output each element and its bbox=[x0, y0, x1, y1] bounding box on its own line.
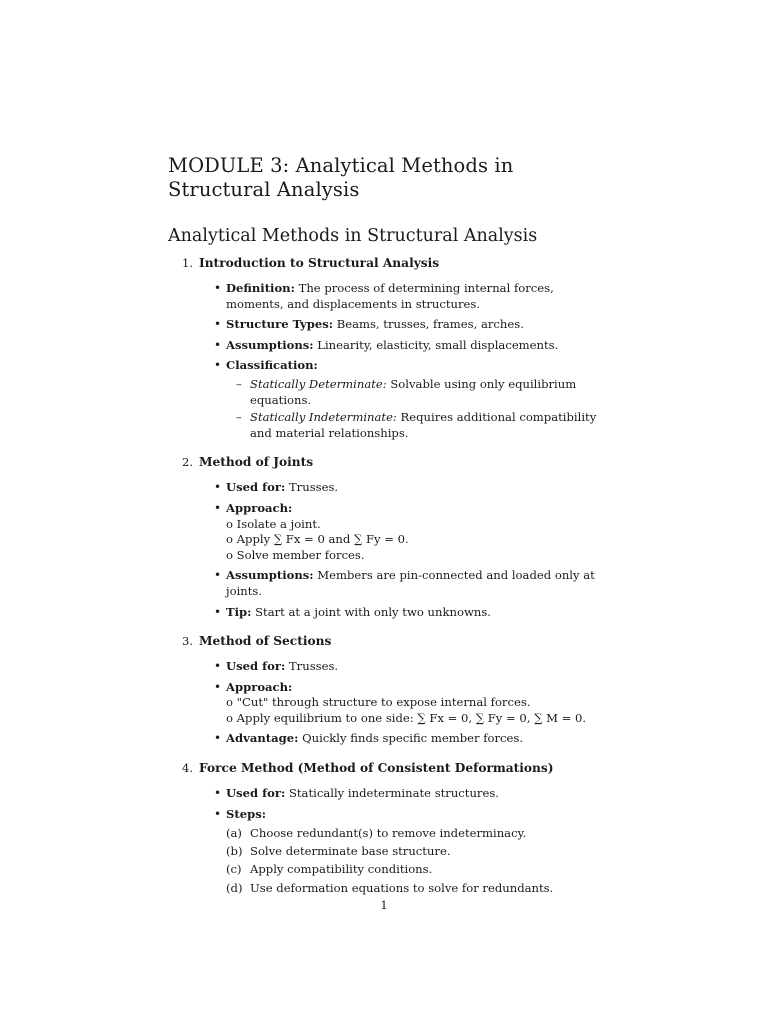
approach-line: o "Cut" through structure to expose internal forces. bbox=[226, 695, 531, 710]
bullet-text: The process of determining internal forces, moments, and displacements in structures. bbox=[226, 281, 554, 311]
topic-title: Method of Sections bbox=[199, 634, 332, 649]
bullet-text: Quickly finds specific member forces. bbox=[298, 731, 524, 746]
topic-item bbox=[168, 633, 603, 747]
bullet-item bbox=[168, 317, 603, 333]
bullet-item bbox=[168, 807, 603, 896]
document-page bbox=[168, 154, 603, 909]
classification-list bbox=[226, 377, 603, 441]
topic-title: Method of Joints bbox=[199, 455, 314, 470]
bullet-text: Statically indeterminate structures. bbox=[285, 786, 499, 801]
bullet-item bbox=[168, 480, 603, 496]
bullet-text: Linearity, elasticity, small displacements. bbox=[313, 337, 559, 352]
bullet-label: Approach: bbox=[226, 679, 293, 694]
topic-number: 4. bbox=[182, 761, 193, 776]
bullet-item bbox=[168, 680, 603, 727]
step-item bbox=[226, 881, 603, 897]
step-letter: (a) bbox=[226, 826, 242, 841]
bullet-label: Used for: bbox=[226, 480, 286, 495]
topic-number: 3. bbox=[182, 634, 193, 649]
bullet-label: Steps: bbox=[226, 806, 267, 821]
bullet-text: Trusses. bbox=[285, 480, 339, 495]
section-title: Analytical Methods in Structural Analysis bbox=[168, 226, 538, 246]
bullet-text: Members are pin-connected and loaded only at joints. bbox=[226, 568, 595, 598]
bullet-item bbox=[168, 786, 603, 802]
bullet-item bbox=[168, 338, 603, 354]
topic-item bbox=[168, 255, 603, 441]
bullet-label: Classification: bbox=[226, 358, 318, 373]
step-item bbox=[226, 844, 603, 860]
bullet-item bbox=[168, 731, 603, 747]
bullet-text: Trusses. bbox=[285, 659, 339, 674]
classification-text: Solvable using only equilibrium equations. bbox=[250, 376, 577, 407]
module-title: MODULE 3: Analytical Methods in Structural Analysis bbox=[168, 154, 514, 201]
bullet-label: Used for: bbox=[226, 659, 286, 674]
steps-list bbox=[226, 826, 603, 896]
bullet-text: Start at a joint with only two unknowns. bbox=[251, 604, 491, 619]
topic-heading bbox=[168, 255, 603, 271]
topic-item bbox=[168, 760, 603, 896]
topic-heading bbox=[168, 760, 603, 776]
bullet-list bbox=[168, 786, 603, 896]
step-text: Solve determinate base structure. bbox=[250, 844, 451, 859]
topic-list bbox=[168, 255, 603, 896]
topic-title: Force Method (Method of Consistent Deformations) bbox=[199, 761, 554, 776]
step-item bbox=[226, 826, 603, 842]
bullet-item bbox=[168, 659, 603, 675]
topic-heading bbox=[168, 454, 603, 470]
classification-text: Requires additional compatibility and material relationships. bbox=[250, 410, 597, 440]
topic-number: 1. bbox=[182, 256, 193, 270]
bullet-label: Advantage: bbox=[226, 731, 299, 746]
bullet-label: Definition: bbox=[226, 281, 295, 295]
topic-number: 2. bbox=[182, 455, 193, 470]
bullet-label: Assumptions: bbox=[226, 337, 314, 352]
step-text: Choose redundant(s) to remove indeterminacy. bbox=[250, 826, 527, 841]
bullet-item bbox=[168, 281, 603, 312]
bullet-list bbox=[168, 659, 603, 747]
bullet-label: Tip: bbox=[226, 604, 252, 619]
classification-item bbox=[226, 377, 603, 408]
step-letter: (b) bbox=[226, 844, 243, 859]
topic-item bbox=[168, 454, 603, 620]
classification-item bbox=[226, 410, 603, 441]
bullet-label: Structure Types: bbox=[226, 317, 334, 332]
approach-line: o Solve member forces. bbox=[226, 547, 365, 562]
classification-term: Statically Determinate: bbox=[250, 376, 387, 391]
bullet-list bbox=[168, 480, 603, 620]
bullet-item bbox=[168, 605, 603, 621]
topic-heading bbox=[168, 633, 603, 649]
classification-term: Statically Indeterminate: bbox=[250, 410, 397, 425]
bullet-list bbox=[168, 281, 603, 441]
topic-title: Introduction to Structural Analysis bbox=[199, 256, 440, 270]
step-text: Apply compatibility conditions. bbox=[250, 862, 433, 877]
approach-line: o Isolate a joint. bbox=[226, 516, 321, 531]
step-letter: (c) bbox=[226, 862, 242, 877]
bullet-label: Assumptions: bbox=[226, 568, 314, 583]
step-letter: (d) bbox=[226, 880, 243, 895]
bullet-item bbox=[168, 358, 603, 441]
bullet-text: Beams, trusses, frames, arches. bbox=[333, 317, 524, 332]
approach-line: o Apply equilibrium to one side: ∑ Fx = 0, ∑ Fy = 0, ∑ M = 0. bbox=[226, 710, 587, 725]
approach-line: o Apply ∑ Fx = 0 and ∑ Fy = 0. bbox=[226, 532, 409, 547]
page-number: 1 bbox=[380, 898, 388, 912]
bullet-label: Used for: bbox=[226, 786, 286, 801]
bullet-item bbox=[168, 568, 603, 599]
step-item bbox=[226, 862, 603, 878]
bullet-item bbox=[168, 501, 603, 563]
bullet-label: Approach: bbox=[226, 500, 293, 515]
step-text: Use deformation equations to solve for redundants. bbox=[250, 880, 554, 895]
